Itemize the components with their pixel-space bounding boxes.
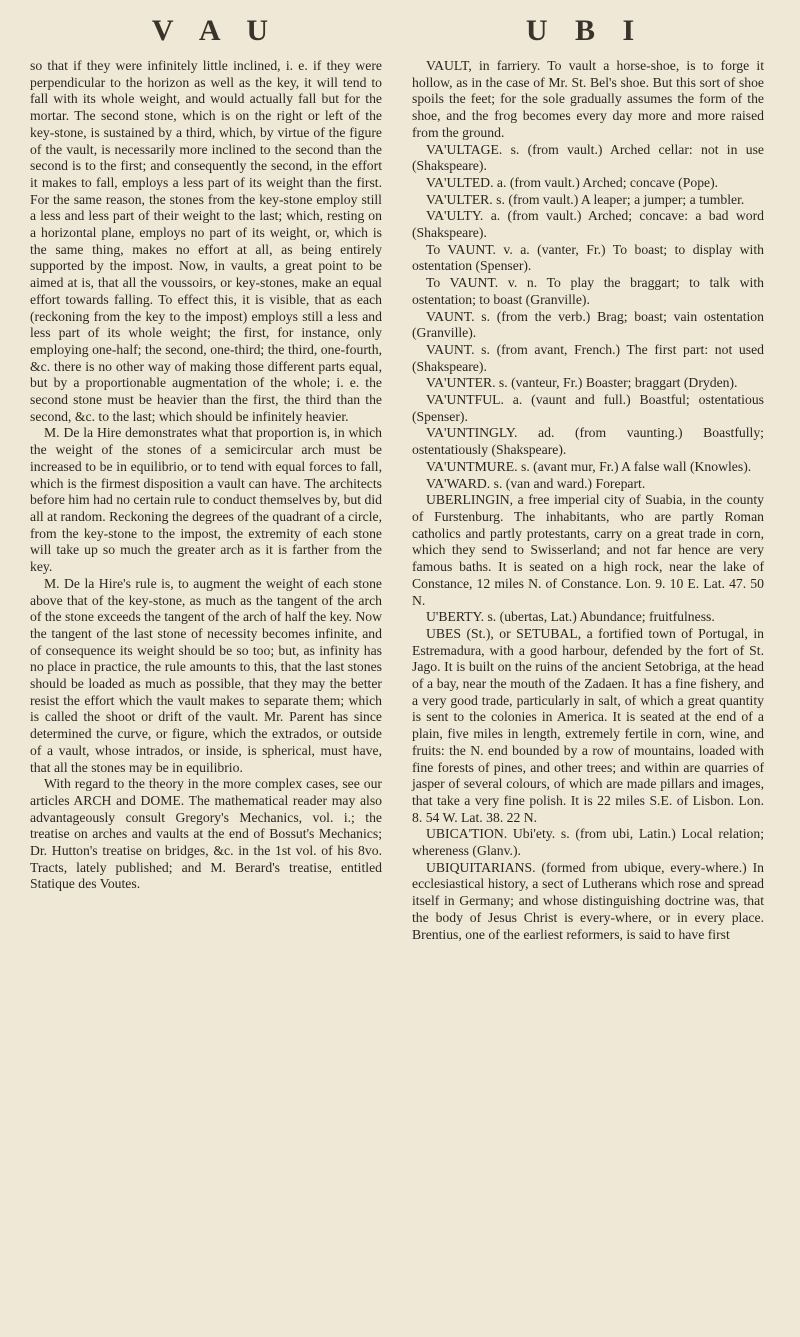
right-column	[412, 58, 764, 943]
paragraph: With regard to the theory in the more complex cases, see our articles ARCH and DOME. The mathematical reader may also advantageously consult Gregory's Mechanics, vol. i.; the treatise on arches and vaults at the end of Bossut's Mechanics; Dr. Hutton's treatise on bridges, &c. in the 1st vol. of his 8vo. Tracts, lately published; and M. Berard's treatise, entitled Statique des Voutes.	[30, 776, 382, 892]
entry: To VAUNT. v. a. (vanter, Fr.) To boast; to display with ostentation (Spenser).	[412, 241, 764, 274]
entry: VA'UNTER. s. (vanteur, Fr.) Boaster; braggart (Dryden).	[426, 375, 738, 391]
entry: U'BERTY. s. (ubertas, Lat.) Abundance; fruitfulness.	[426, 609, 715, 625]
entry: UBERLINGIN, a free imperial city of Suabia, in the county of Furstenburg. The inhabitants, who are partly Roman catholics and partly protestants, carry on a great trade in corn, which they send to Swisserland; and not far hence are very famous baths. It is seated on a high rock, near the lake of Constance, 12 miles N. of Constance. Lon. 9. 10 E. Lat. 47. 50 N.	[412, 492, 764, 608]
entry: VAUNT. s. (from avant, French.) The first part: not used (Shakspeare).	[412, 341, 764, 374]
entry: VA'ULTAGE. s. (from vault.) Arched cellar: not in use (Shakspeare).	[412, 141, 764, 174]
entry: UBIQUITARIANS. (formed from ubique, every-where.) In ecclesiastical history, a sect of Lutherans which rose and spread itself in Germany; and whose distinguishing doctrine was, that the body of Jesus Christ is every-where, or in every place. Brentius, one of the earliest reformers, is said to have first	[412, 859, 764, 942]
entry: VA'UNTFUL. a. (vaunt and full.) Boastful; ostentatious (Spenser).	[412, 392, 764, 424]
entry: VA'ULTED. a. (from vault.) Arched; concave (Pope).	[426, 174, 719, 190]
left-column	[30, 58, 382, 893]
entry: VAULT, in farriery. To vault a horse-shoe, is to forge it hollow, as in the case of Mr. St. Bel's shoe. But this sort of shoe spoils the feet; for the sole gradually assumes the form of the shoe, and the frog becomes every day more and more raised from the ground.	[412, 58, 764, 140]
entry: VAUNT. s. (from the verb.) Brag; boast; vain ostentation (Granville).	[412, 308, 764, 341]
running-head-right: U B I	[525, 14, 645, 47]
paragraph: M. De la Hire's rule is, to augment the weight of each stone above that of the key-stone, as much as the tangent of the arch of the stone exceeds the tangent of the arch of half the key. Now the tangent of the last stone of necessity becomes infinite, and of consequence its weight should be so too; but, as infinity has no place in practice, the rule amounts to this, that the last stones should be loaded as much as possible, that they may the better resist the effort which the vault makes to separate them; which is called the shoot or drift of the vault. Mr. Parent has since determined the curve, or figure, which the extrados, or outside of a vault, whose intrados, or inside, is spherical, must have, that all the stones may be in equilibrio.	[30, 575, 382, 775]
entry: VA'ULTER. s. (from vault.) A leaper; a jumper; a tumbler.	[426, 191, 745, 207]
paragraph: so that if they were infinitely little inclined, i. e. if they were perpendicular to the horizon as well as the key, it will tend to fall with its whole weight, and would actually fall but for the mortar. The second stone, which is on the right or left of the key-stone, is sustained by a third, which, by virtue of the figure of the vault, is necessarily more inclined to the second than the second is to the first; and consequently the second, in the effort it makes to fall, employs a less part of its weight than the first. For the same reason, the stones from the key-stone employ still a less and less part of their weight to the last; which, resting on a horizontal plane, employs no part of its weight, or, which is the same thing, makes no effort at all, as being entirely supported by the impost. Now, in vaults, a great point to be aimed at is, that all the voussoirs, or key-stones, make an equal effort towards falling. To effect this, it is visible, that as each (reckoning from the key to the impost) employs still a less and less part of its whole weight; the first, for instance, only employing one-half; the second, one-third; the third, one-fourth, &c. there is no other way of making those different parts equal, but by a proportionable augmentation of the whole; i. e. the second stone must be heavier than the first, the third than the second, &c. to the last; which should be infinitely heavier.	[30, 58, 382, 424]
running-head-left: V A U	[151, 14, 279, 47]
entry: VA'WARD. s. (van and ward.) Forepart.	[426, 475, 646, 491]
entry: UBES (St.), or SETUBAL, a fortified town of Portugal, in Estremadura, with a good harbour, defended by the fort of St. Jago. It is built on the ruins of the ancient Setobriga, at the head of a bay, near the mouth of the Zadaen. It has a fine fishery, and a very good trade, particularly in salt, of which a great quantity is sent to the colonies in America. It is seated at the end of a plain, five miles in length, extremely fertile in corn, wine, and fruits: the N. end bounded by a row of mountains, loaded with fine forests of pines, and other trees; and within are quarries of jasper of several colours, of which are made pillars and images, that take a very fine polish. It is 22 miles S.E. of Lisbon. Lon. 8. 54 W. Lat. 38. 22 N.	[412, 625, 764, 825]
entry: UBICA'TION. Ubi'ety. s. (from ubi, Latin.) Local relation; whereness (Glanv.).	[412, 826, 764, 859]
entry: VA'UNTINGLY. ad. (from vaunting.) Boastfully; ostentatiously (Shakspeare).	[412, 425, 764, 458]
entry: To VAUNT. v. n. To play the braggart; to talk with ostentation; to boast (Granville).	[412, 275, 764, 307]
paragraph: M. De la Hire demonstrates what that proportion is, in which the weight of the stones of a semicircular arch must be increased to be in equilibrio, or to tend with equal forces to fall, which is the firmest disposition a vault can have. The architects before him had no certain rule to conduct themselves by, but did all at random. Reckoning the degrees of the quadrant of a circle, from the key-stone to the impost, the extremity of each stone will take up so much the greater arch as it is farther from the key.	[30, 425, 382, 575]
running-head	[0, 14, 800, 54]
entry: VA'ULTY. a. (from vault.) Arched; concave: a bad word (Shakspeare).	[412, 208, 764, 241]
entry: VA'UNTMURE. s. (avant mur, Fr.) A false wall (Knowles).	[426, 458, 752, 474]
